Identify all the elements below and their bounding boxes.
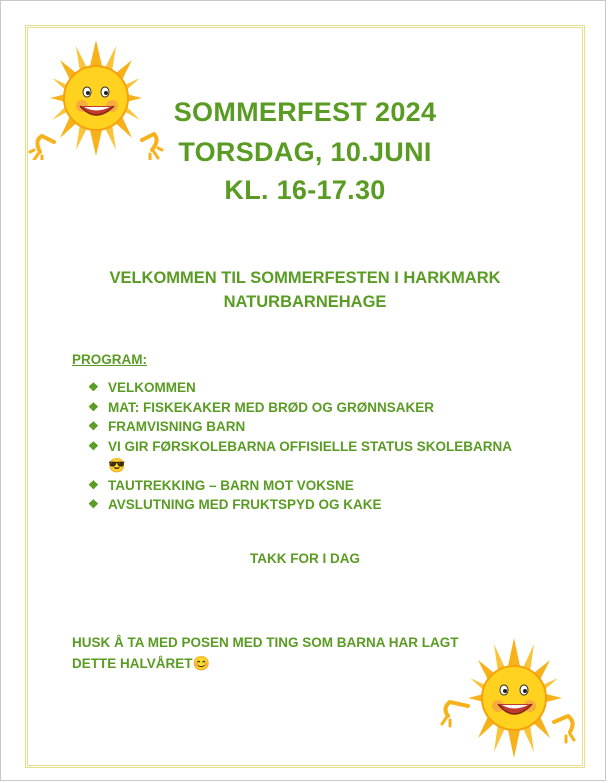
list-item	[88, 378, 558, 398]
diamond-bullet-icon: ❖	[88, 380, 99, 394]
list-item	[88, 476, 558, 496]
event-date: TORSDAG, 10.JUNI	[178, 137, 432, 167]
list-item	[88, 417, 558, 437]
event-time: KL. 16-17.30	[224, 175, 386, 205]
program-item-text: MAT: FISKEKAKER MED BRØD OG GRØNNSAKER	[108, 399, 435, 415]
smiley-icon: 😊	[192, 655, 210, 671]
program-item-text: VELKOMMEN	[108, 380, 196, 395]
diamond-bullet-icon: ❖	[88, 399, 99, 414]
sun-icon	[438, 636, 578, 760]
program-list	[88, 378, 558, 515]
diamond-bullet-icon: ❖	[88, 497, 99, 511]
smiley-icon: 😎	[108, 457, 126, 473]
diamond-bullet-icon: ❖	[88, 438, 99, 453]
reminder-line-1: HUSK Å TA MED POSEN MED TING SOM BARNA HAR LAGT	[72, 635, 459, 650]
welcome-line-1: VELKOMMEN TIL SOMMERFESTEN I HARKMARK	[109, 269, 501, 287]
program-heading: PROGRAM:	[72, 352, 147, 367]
list-item	[88, 437, 558, 476]
list-item	[88, 495, 558, 515]
welcome-line-2: NATURBARNEHAGE	[223, 293, 387, 311]
diamond-bullet-icon: ❖	[88, 419, 99, 433]
list-item	[88, 398, 558, 418]
program-item-text: TAUTREKKING – BARN MOT VOKSNE	[108, 477, 354, 493]
thanks-text: TAKK FOR I DAG	[250, 551, 360, 566]
reminder-line-2: DETTE HALVÅRET	[72, 656, 193, 671]
diamond-bullet-icon: ❖	[88, 477, 99, 492]
program-item-text: VI GIR FØRSKOLEBARNA OFFISIELLE STATUS SKOLEBARNA	[108, 438, 513, 454]
program-item-text: FRAMVISNING BARN	[108, 419, 246, 434]
event-title: SOMMERFEST 2024	[173, 97, 437, 127]
program-item-text: AVSLUTNING MED FRUKTSPYD OG KAKE	[108, 497, 382, 512]
